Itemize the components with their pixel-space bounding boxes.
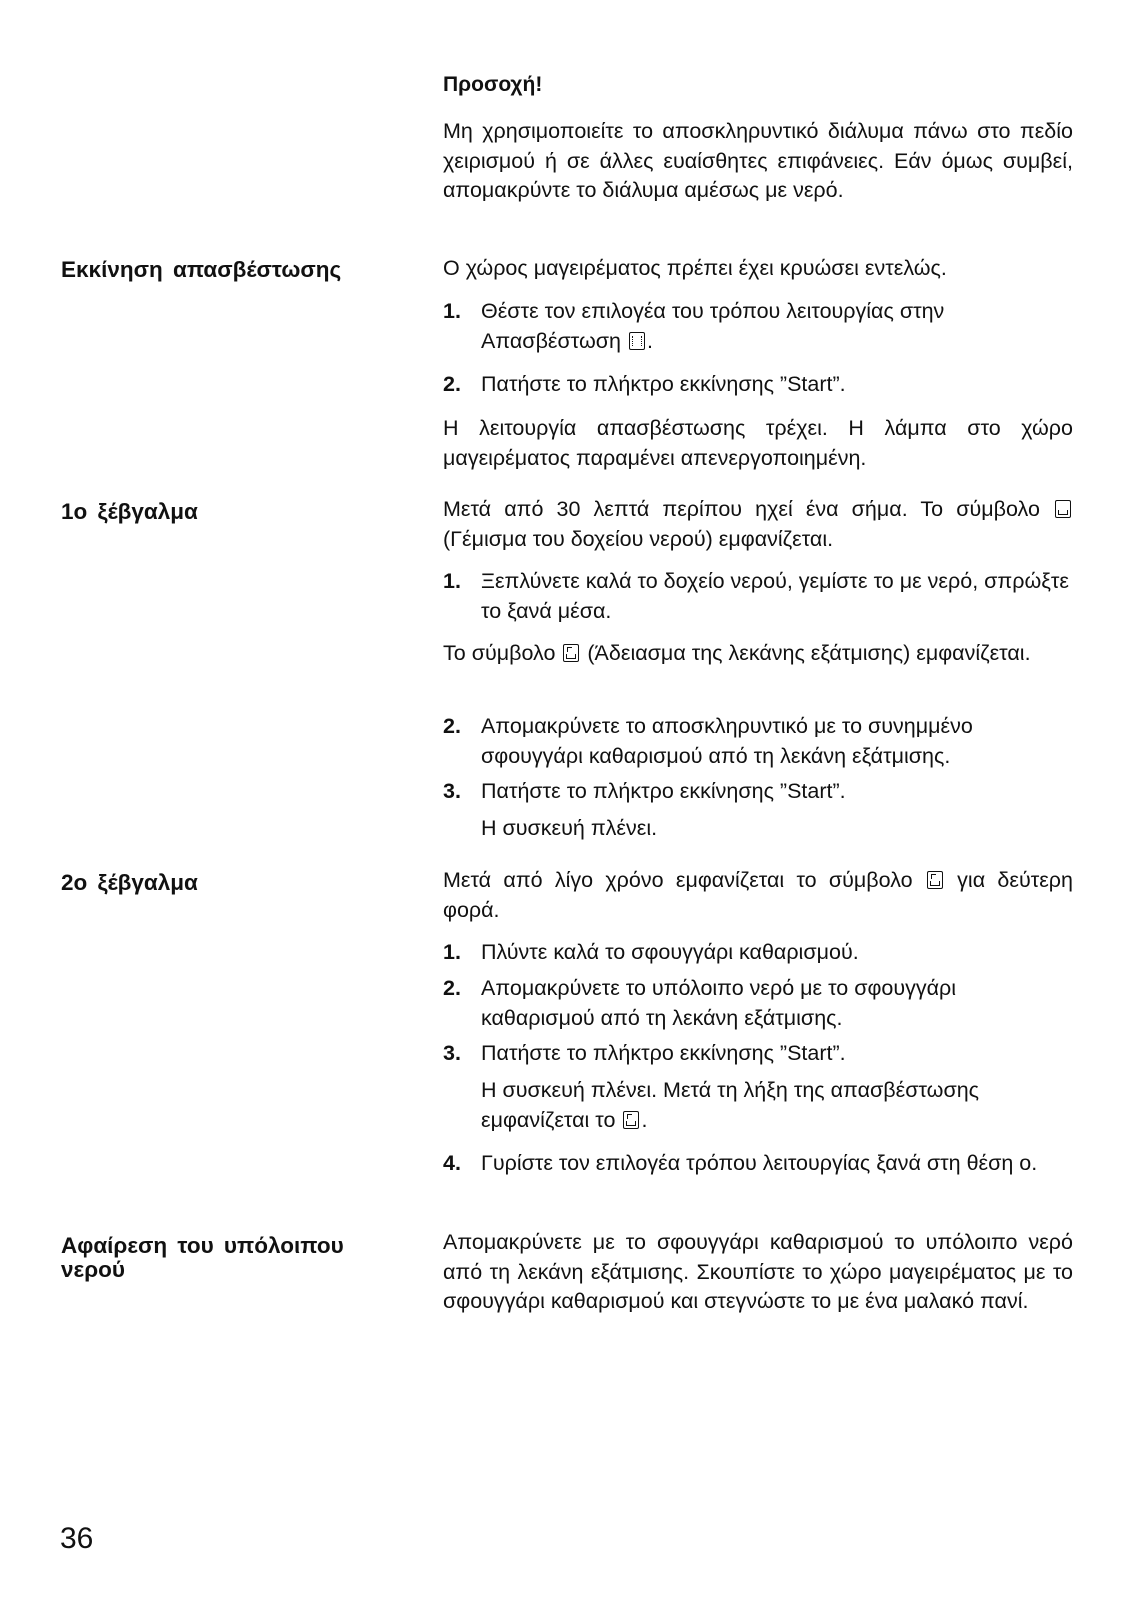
step-text: Πατήστε το πλήκτρο εκκίνησης ”Start”. — [481, 372, 846, 396]
descaling-symbol-icon — [629, 332, 645, 350]
rinse1-step-3-note: Η συσκευή πλένει. — [481, 816, 658, 840]
rinse1-step-1 — [443, 567, 1073, 626]
start-intro: Ο χώρος μαγειρέματος πρέπει έχει κρυώσει εντελώς. — [443, 256, 947, 280]
section-heading-rinse-1: 1ο ξέβγαλμα — [61, 499, 198, 524]
rinse1-step-2 — [443, 712, 1073, 771]
rinse2-intro-text-b: για δεύτερη φορά. — [443, 868, 1073, 922]
section-heading-rinse-2: 2ο ξέβγαλμα — [61, 870, 198, 895]
rinse2-step-3-note-text: Η συσκευή πλένει. Μετά τη λήξη της απασβέστωσης εμφανίζεται το — [481, 1078, 980, 1132]
rinse2-step-3-note: Η συσκευή πλένει. Μετά τη λήξη της απασβέστωσης εμφανίζεται το . — [481, 1078, 980, 1132]
empty-evaporator-dish-icon — [563, 644, 579, 662]
rinse1-mid-text-a: Το σύμβολο — [443, 641, 556, 665]
rinse1-intro — [443, 495, 1073, 554]
step-number: 1. — [443, 299, 461, 323]
step-number: 1. — [443, 569, 461, 593]
start-outro: Η λειτουργία απασβέστωσης τρέχει. Η λάμπα στο χώρο μαγειρέματος παραμένει απενεργοποιημένη. — [443, 416, 1073, 470]
step-number: 2. — [443, 714, 461, 738]
empty-evaporator-dish-icon — [623, 1111, 639, 1129]
warning-text: Μη χρησιμοποιείτε το αποσκληρυντικό διάλυμα πάνω στο πεδίο χειρισμού ή σε άλλες ευαίσθητες επιφάνειες. Εάν όμως συμβεί, απομακρύντε το διάλυμα αμέσως με νερό. — [443, 119, 1073, 203]
step-number: 2. — [443, 976, 461, 1000]
fill-water-tank-icon — [1055, 500, 1071, 518]
section-heading-start-descaling: Εκκίνηση απασβέστωσης — [61, 257, 342, 282]
step-text: Θέστε τον επιλογέα του τρόπου λειτουργίας στην Απασβέστωση — [481, 299, 945, 353]
step-number: 4. — [443, 1151, 461, 1175]
rinse2-step-3 — [443, 1039, 1073, 1069]
step-text: Απομακρύνετε το υπόλοιπο νερό με το σφουγγάρι καθαρισμού από τη λεκάνη εξάτμισης. — [481, 976, 957, 1030]
section-heading-remove-water: Αφαίρεση του υπόλοιπου νερού — [61, 1233, 344, 1282]
step-text: Ξεπλύνετε καλά το δοχείο νερού, γεμίστε το με νερό, σπρώξτε το ξανά μέσα. — [481, 569, 1069, 623]
step-text: Πατήστε το πλήκτρο εκκίνησης ”Start”. — [481, 1041, 846, 1065]
rinse1-intro-text-a: Μετά από 30 λεπτά περίπου ηχεί ένα σήμα. Το σύμβολο — [443, 497, 1040, 521]
step-number: 3. — [443, 779, 461, 803]
step-text: Απομακρύνετε το αποσκληρυντικό με το συνημμένο σφουγγάρι καθαρισμού από τη λεκάνη εξάτμισης. — [481, 714, 973, 768]
rinse2-intro-text-a: Μετά από λίγο χρόνο εμφανίζεται το σύμβολο — [443, 868, 913, 892]
start-step-1: 1. Θέστε τον επιλογέα του τρόπου λειτουργίας στην Απασβέστωση . — [443, 299, 945, 353]
rinse1-step-3 — [443, 777, 1073, 807]
empty-evaporator-dish-icon — [927, 871, 943, 889]
step-number: 2. — [443, 372, 461, 396]
rinse2-step-2 — [443, 974, 1073, 1033]
rinse1-mid-text-b: (Άδειασμα της λεκάνης εξάτμισης) εμφανίζεται. — [587, 641, 1031, 665]
rinse2-step-4 — [443, 1149, 1073, 1179]
warning-title: Προσοχή! — [443, 73, 543, 96]
page-number: 36 — [60, 1522, 94, 1555]
step-number: 3. — [443, 1041, 461, 1065]
step-number: 1. — [443, 940, 461, 964]
step-text: Γυρίστε τον επιλογέα τρόπου λειτουργίας ξανά στη θέση ο. — [481, 1151, 1038, 1175]
rinse1-intro-text-b: (Γέμισμα του δοχείου νερού) εμφανίζεται. — [443, 526, 834, 551]
start-step-2 — [443, 370, 1073, 400]
rinse2-step-1 — [443, 938, 1073, 968]
rinse1-mid — [443, 639, 1073, 669]
step-text: Πλύντε καλά το σφουγγάρι καθαρισμού. — [481, 940, 859, 964]
remove-text: Απομακρύνετε με το σφουγγάρι καθαρισμού το υπόλοιπο νερό από τη λεκάνη εξάτμισης. Σκουπίστε το χώρο μαγειρέματος με το σφουγγάρι καθαρισμού και στεγνώστε το με ένα μαλακό πανί. — [443, 1230, 1073, 1314]
step-text: Πατήστε το πλήκτρο εκκίνησης ”Start”. — [481, 779, 846, 803]
rinse2-intro — [443, 866, 1073, 925]
